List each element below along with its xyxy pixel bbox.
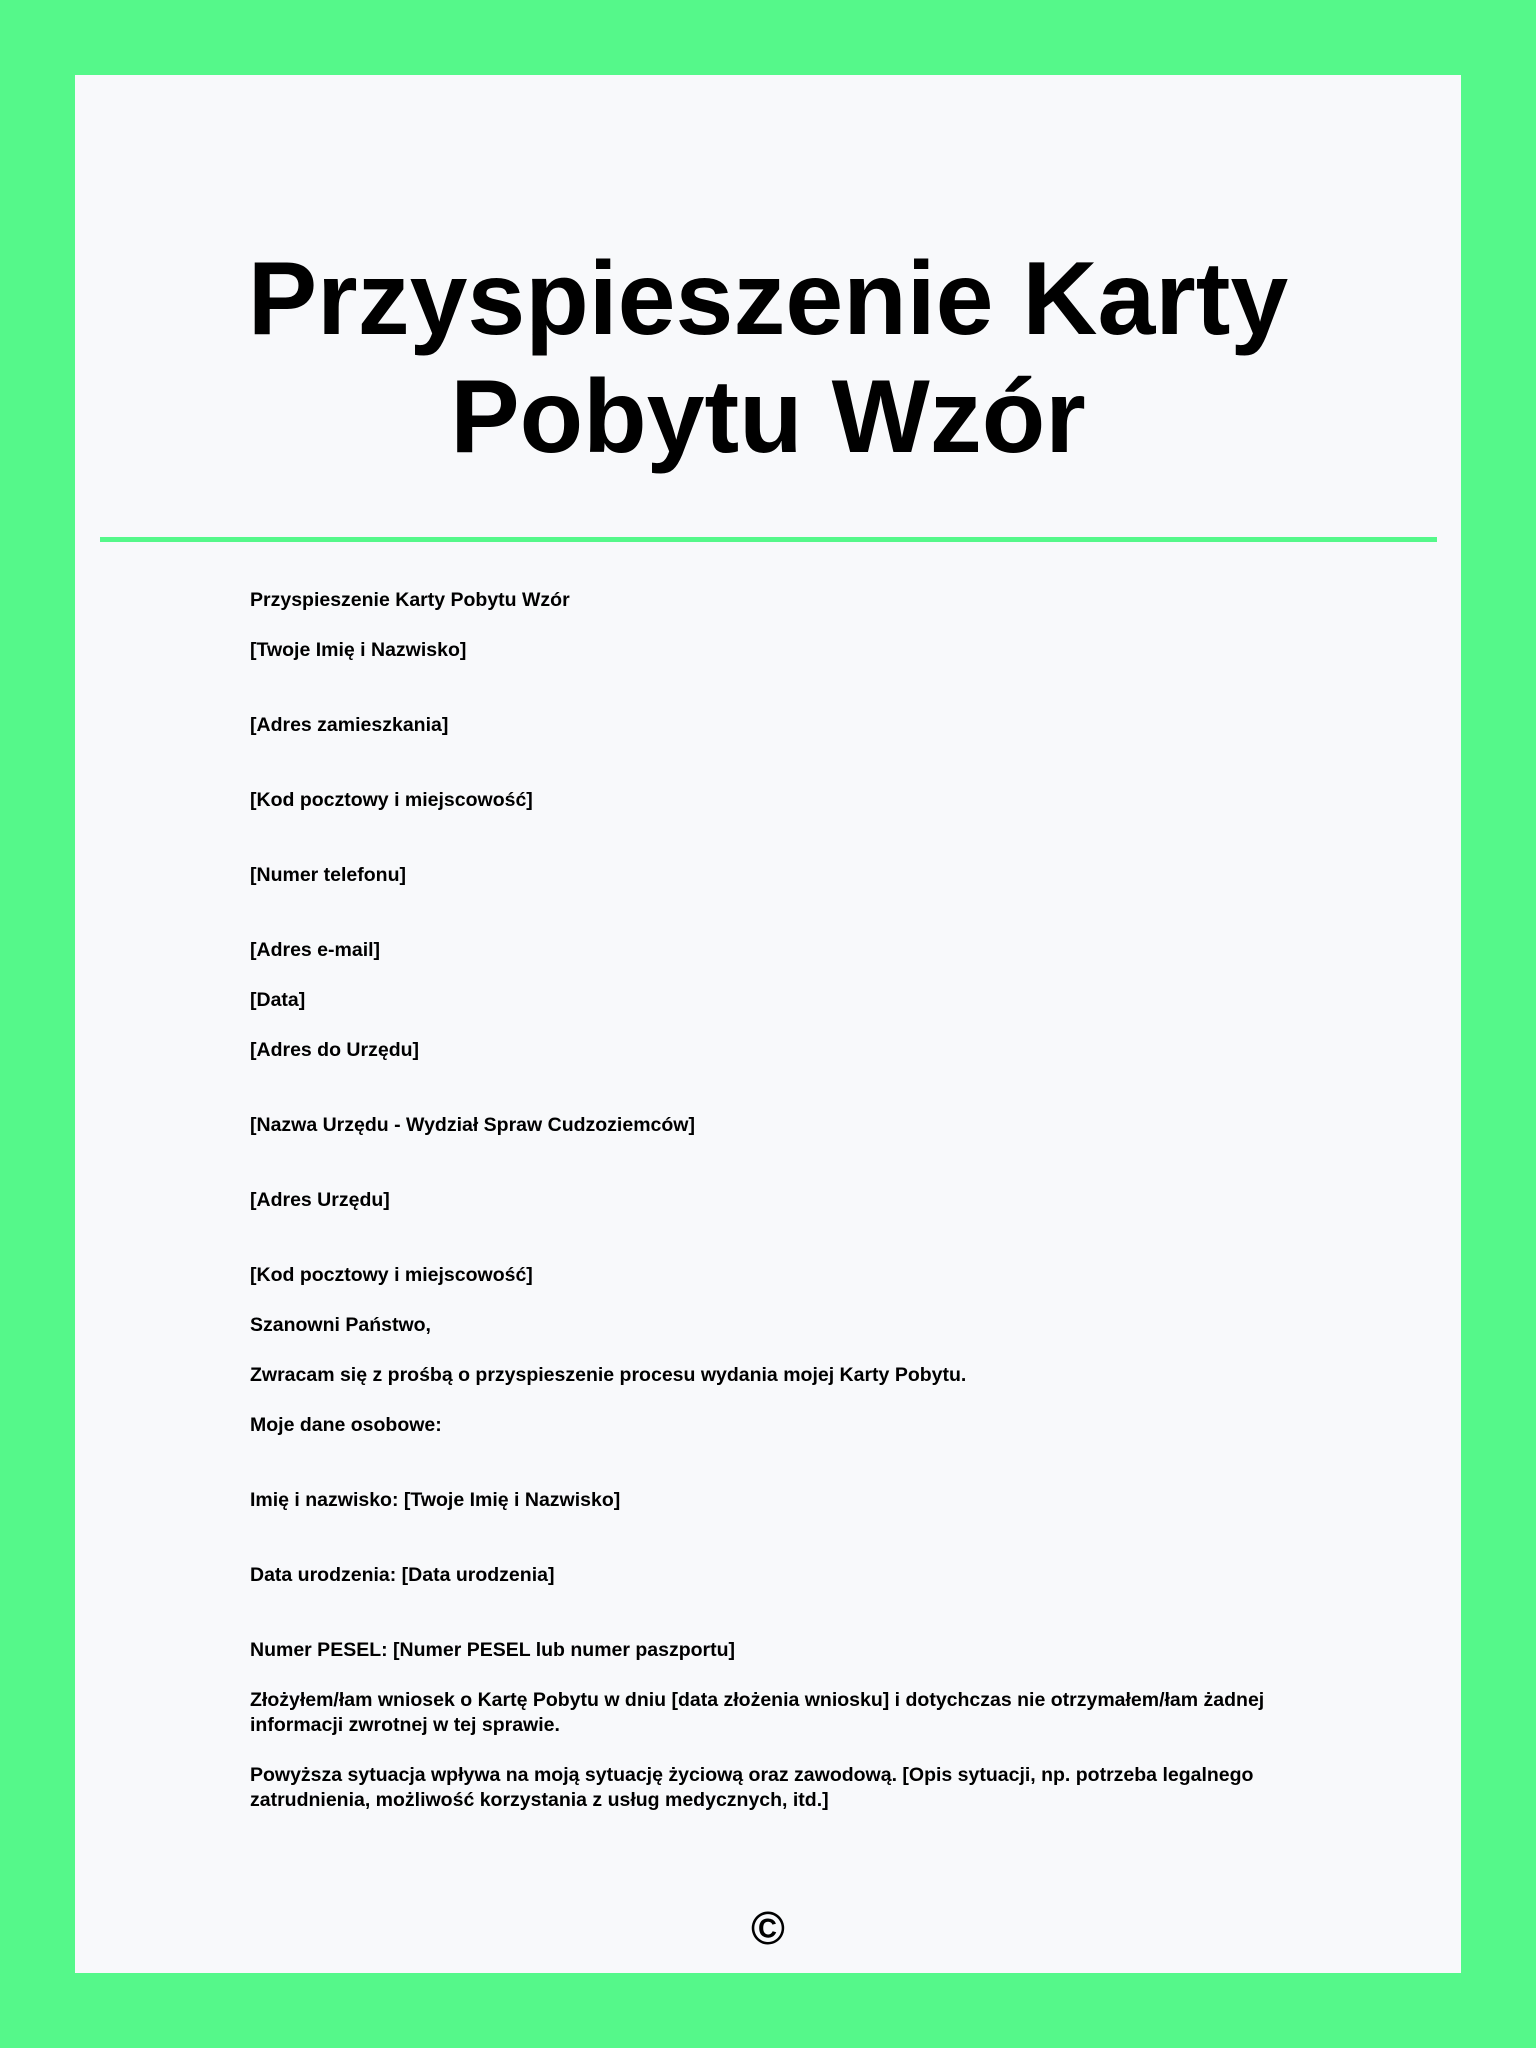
personal-data-line: Imię i nazwisko: [Twoje Imię i Nazwisko]	[250, 1489, 621, 1511]
letter-line: [Adres do Urzędu]	[250, 1039, 420, 1061]
letter-line: [Kod pocztowy i miejscowość]	[250, 1264, 533, 1286]
greeting: Szanowni Państwo,	[250, 1314, 431, 1336]
title-divider	[100, 537, 1437, 542]
letter-line: Przyspieszenie Karty Pobytu Wzór	[250, 589, 570, 611]
letter-line: [Data]	[250, 989, 306, 1011]
letter-line: [Adres Urzędu]	[250, 1189, 390, 1211]
copyright-icon: ©	[751, 1902, 785, 1954]
letter-line: [Twoje Imię i Nazwisko]	[250, 639, 467, 661]
letter-body	[250, 588, 1330, 1813]
letter-line: [Adres zamieszkania]	[250, 714, 449, 736]
letter-paragraph: Powyższa sytuacja wpływa na moją sytuację życiową oraz zawodową. [Opis sytuacji, np. potrzeba legalnego zatrudnienia, możliwość korzystania z usług medycznych, itd.]	[250, 1764, 1254, 1811]
letter-line: [Numer telefonu]	[250, 864, 406, 886]
document-page	[75, 75, 1461, 1973]
letter-line: [Adres e-mail]	[250, 939, 381, 961]
letter-paragraph: Moje dane osobowe:	[250, 1414, 442, 1436]
letter-line: [Kod pocztowy i miejscowość]	[250, 789, 533, 811]
letter-paragraph: Zwracam się z prośbą o przyspieszenie procesu wydania mojej Karty Pobytu.	[250, 1364, 967, 1386]
letter-paragraph: Złożyłem/łam wniosek o Kartę Pobytu w dniu [data złożenia wniosku] i dotychczas nie otrzymałem/łam żadnej informacji zwrotnej w tej sprawie.	[250, 1689, 1265, 1736]
letter-line: [Nazwa Urzędu - Wydział Spraw Cudzoziemców]	[250, 1114, 695, 1136]
personal-data-line: Numer PESEL: [Numer PESEL lub numer paszportu]	[250, 1639, 736, 1661]
personal-data-line: Data urodzenia: [Data urodzenia]	[250, 1564, 555, 1586]
page-title: Przyspieszenie Karty Pobytu Wzór	[247, 241, 1289, 475]
